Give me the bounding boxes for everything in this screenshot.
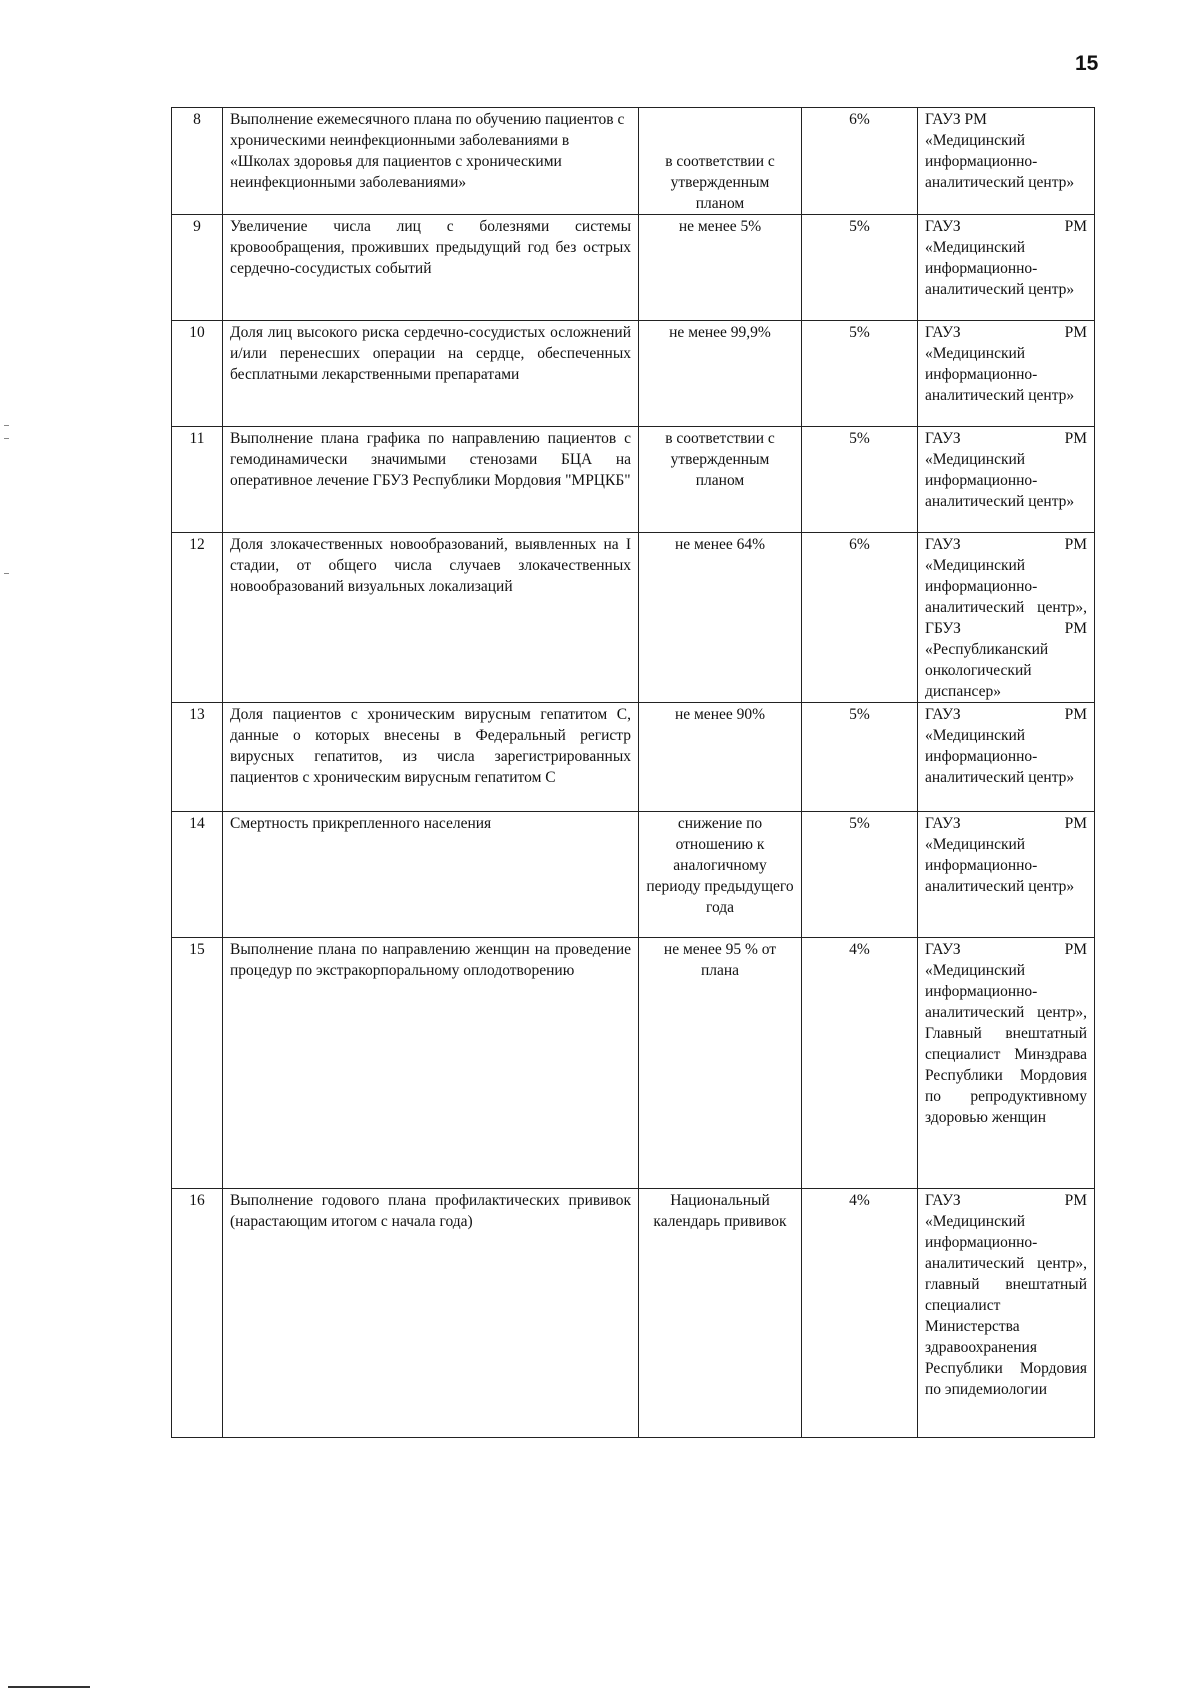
indicator-text: Доля злокачественных новообразований, выявленных на I стадии, от общего числа случаев злокачественных новообразований визуальных локализаций — [223, 533, 639, 703]
weight-value: 5% — [802, 427, 918, 533]
row-number: 12 — [172, 533, 223, 703]
table-row — [172, 427, 1095, 533]
data-source: ГАУЗ РМ «Медицинский информационно-аналитический центр» — [918, 812, 1095, 938]
indicator-text: Выполнение годового плана профилактических прививок (нарастающим итогом с начала года) — [223, 1189, 639, 1438]
target-value: не менее 5% — [639, 215, 802, 321]
data-source: ГАУЗ РМ «Медицинский информационно-аналитический центр» — [918, 703, 1095, 812]
table-row — [172, 533, 1095, 703]
row-number: 14 — [172, 812, 223, 938]
scan-margin-mark — [4, 425, 9, 426]
table-row — [172, 703, 1095, 812]
data-source: ГАУЗ РМ «Медицинский информационно-аналитический центр» — [918, 108, 1095, 215]
indicator-text: Выполнение ежемесячного плана по обучению пациентов с хроническими неинфекционными заболеваниями в «Школах здоровья для пациентов с хроническими неинфекционными заболеваниями» — [223, 108, 639, 215]
weight-value: 4% — [802, 1189, 918, 1438]
table-row — [172, 108, 1095, 215]
indicator-text: Увеличение числа лиц с болезнями системы кровообращения, проживших предыдущий год без острых сердечно-сосудистых событий — [223, 215, 639, 321]
table-row — [172, 938, 1095, 1189]
target-value: в соответствии с утвержденным планом — [639, 427, 802, 533]
indicator-text: Доля лиц высокого риска сердечно-сосудистых осложнений и/или перенесших операции на сердце, обеспеченных бесплатными лекарственными препаратами — [223, 321, 639, 427]
weight-value: 5% — [802, 703, 918, 812]
weight-value: 4% — [802, 938, 918, 1189]
indicator-text: Смертность прикрепленного населения — [223, 812, 639, 938]
table-row — [172, 1189, 1095, 1438]
data-source: ГАУЗ РМ «Медицинский информационно-аналитический центр», ГБУЗ РМ «Республиканский онкологический диспансер» — [918, 533, 1095, 703]
indicator-text: Выполнение плана графика по направлению пациентов с гемодинамически значимыми стенозами БЦА на оперативное лечение ГБУЗ Республики Мордовия "МРЦКБ" — [223, 427, 639, 533]
weight-value: 5% — [802, 215, 918, 321]
indicators-table — [171, 107, 1095, 1438]
row-number: 13 — [172, 703, 223, 812]
target-value: Национальный календарь прививок — [639, 1189, 802, 1438]
indicator-text: Доля пациентов с хроническим вирусным гепатитом С, данные о которых внесены в Федеральный регистр вирусных гепатитов, из числа зарегистрированных пациентов с хроническим вирусным гепатитом С — [223, 703, 639, 812]
table-row — [172, 321, 1095, 427]
scan-margin-mark — [4, 573, 9, 574]
data-source: ГАУЗ РМ «Медицинский информационно-аналитический центр», Главный внештатный специалист Минздрава Республики Мордовия по репродуктивному здоровью женщин — [918, 938, 1095, 1189]
data-source: ГАУЗ РМ «Медицинский информационно-аналитический центр» — [918, 321, 1095, 427]
data-source: ГАУЗ РМ «Медицинский информационно-аналитический центр» — [918, 427, 1095, 533]
target-value: не менее 90% — [639, 703, 802, 812]
weight-value: 6% — [802, 533, 918, 703]
data-source: ГАУЗ РМ «Медицинский информационно-аналитический центр» — [918, 215, 1095, 321]
data-source: ГАУЗ РМ «Медицинский информационно-аналитический центр», главный внештатный специалист Министерства здравоохранения Республики Мордовия по эпидемиологии — [918, 1189, 1095, 1438]
weight-value: 6% — [802, 108, 918, 215]
indicator-text: Выполнение плана по направлению женщин на проведение процедур по экстракорпоральному оплодотворению — [223, 938, 639, 1189]
target-value: не менее 64% — [639, 533, 802, 703]
row-number: 11 — [172, 427, 223, 533]
row-number: 16 — [172, 1189, 223, 1438]
weight-value: 5% — [802, 812, 918, 938]
row-number: 8 — [172, 108, 223, 215]
weight-value: 5% — [802, 321, 918, 427]
target-value: в соответствии с утвержденным планом — [639, 108, 802, 215]
target-value: не менее 95 % от плана — [639, 938, 802, 1189]
row-number: 10 — [172, 321, 223, 427]
target-value: снижение по отношению к аналогичному периоду предыдущего года — [639, 812, 802, 938]
scan-margin-mark — [4, 438, 9, 439]
target-value: не менее 99,9% — [639, 321, 802, 427]
table-row — [172, 215, 1095, 321]
table-row — [172, 812, 1095, 938]
bottom-rule — [8, 1686, 90, 1688]
page-number: 15 — [1075, 52, 1099, 75]
row-number: 9 — [172, 215, 223, 321]
row-number: 15 — [172, 938, 223, 1189]
